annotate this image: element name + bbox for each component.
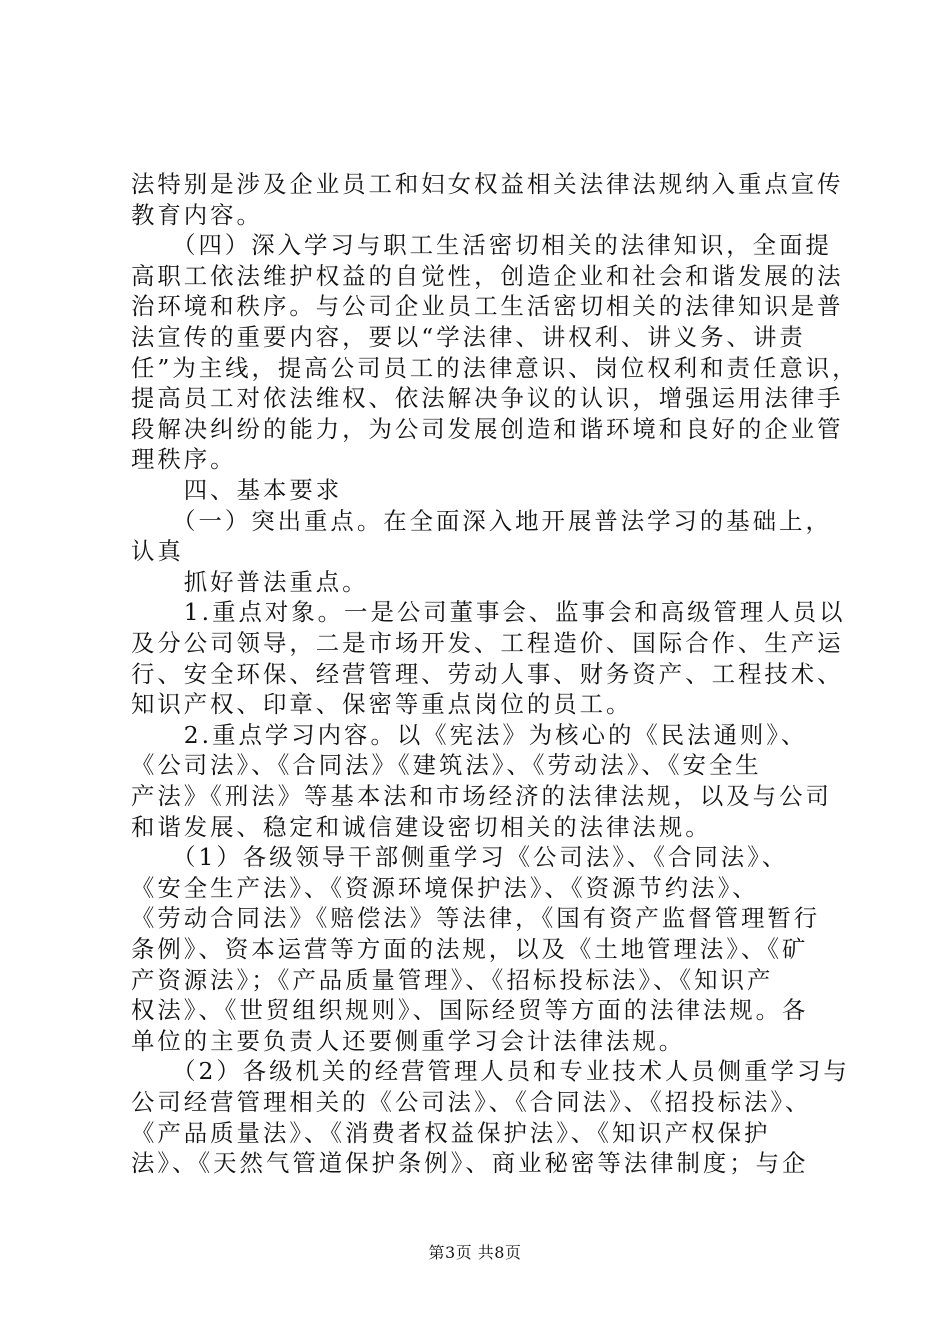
body-text-line: 任”为主线，提高公司员工的法律意识、岗位权利和责任意识，: [131, 353, 859, 382]
body-text-line: 单位的主要负责人还要侧重学习会计法律法规。: [131, 1026, 686, 1055]
body-text-line: 《劳动合同法》《赔偿法》等法律，《国有资产监督管理暂行: [131, 904, 821, 933]
body-text-line: 法特别是涉及企业员工和妇女权益相关法律法规纳入重点宣传: [131, 170, 844, 198]
body-text-line: 法宣传的重要内容，要以“学法律、讲权利、讲义务、讲责: [131, 323, 806, 351]
body-text-line: 及分公司领导，二是市场开发、工程造价、国际合作、生产运: [131, 629, 844, 657]
body-text-line: 抓好普法重点。: [131, 567, 369, 596]
body-text-line: 教育内容。: [131, 200, 263, 229]
body-text-line: （1）各级领导干部侧重学习《公司法》、《合同法》、: [131, 843, 789, 872]
body-text-line: 产资源法》；《产品质量管理》、《招标投标法》、《知识产: [131, 965, 774, 994]
body-text-line: 《安全生产法》、《资源环境保护法》、《资源节约法》、: [131, 873, 759, 902]
body-text-line: 法》、《天然气管道保护条例》、商业秘密等法律制度；与企: [131, 1149, 809, 1178]
body-text-line: 条例》、资本运营等方面的法规，以及《土地管理法》、《矿: [131, 935, 809, 963]
body-text-line: 公司经营管理相关的《公司法》、《合同法》、《招投标法》、: [131, 1088, 812, 1116]
body-text-line: 知识产权、印章、保密等重点岗位的员工。: [131, 690, 633, 719]
body-text-line: 认真: [131, 537, 184, 566]
body-text-line: 治环境和秩序。与公司企业员工生活密切相关的法律知识是普: [131, 292, 844, 321]
page-footer: 第3页 共8页: [428, 1243, 522, 1262]
body-text-line: 2.重点学习内容。以《宪法》为核心的《民法通则》、: [131, 720, 808, 749]
body-text-line: 提高员工对依法维权、依法解决争议的认识，增强运用法律手: [131, 384, 844, 413]
body-text-line: 行、安全环保、经营管理、劳动人事、财务资产、工程技术、: [131, 659, 844, 688]
body-text-line: 和谐发展、稳定和诚信建设密切相关的法律法规。: [131, 812, 712, 841]
body-text-line: 权法》、《世贸组织规则》、国际经贸等方面的法律法规。各: [131, 996, 809, 1025]
body-text-line: 1.重点对象。一是公司董事会、监事会和高级管理人员以: [131, 598, 846, 627]
body-text-line: 理秩序。: [131, 445, 237, 474]
body-text-line: 高职工依法维护权益的自觉性，创造企业和社会和谐发展的法: [131, 261, 844, 290]
body-text-line: 四、基本要求: [131, 476, 343, 504]
body-text-line: （四）深入学习与职工生活密切相关的法律知识，全面提: [131, 231, 832, 260]
body-text-line: （一）突出重点。在全面深入地开展普法学习的基础上，: [131, 506, 832, 535]
body-text-line: （2）各级机关的经营管理人员和专业技术人员侧重学习与: [131, 1057, 850, 1086]
body-text-line: 段解决纠纷的能力，为公司发展创造和谐环境和良好的企业管: [131, 414, 844, 443]
body-text-line: 《公司法》、《合同法》《建筑法》、《劳动法》、《安全生: [131, 751, 762, 780]
body-text-line: 《产品质量法》、《消费者权益保护法》、《知识产权保护: [131, 1118, 771, 1147]
body-text-line: 产法》《刑法》等基本法和市场经济的法律法规，以及与公司: [131, 782, 832, 810]
